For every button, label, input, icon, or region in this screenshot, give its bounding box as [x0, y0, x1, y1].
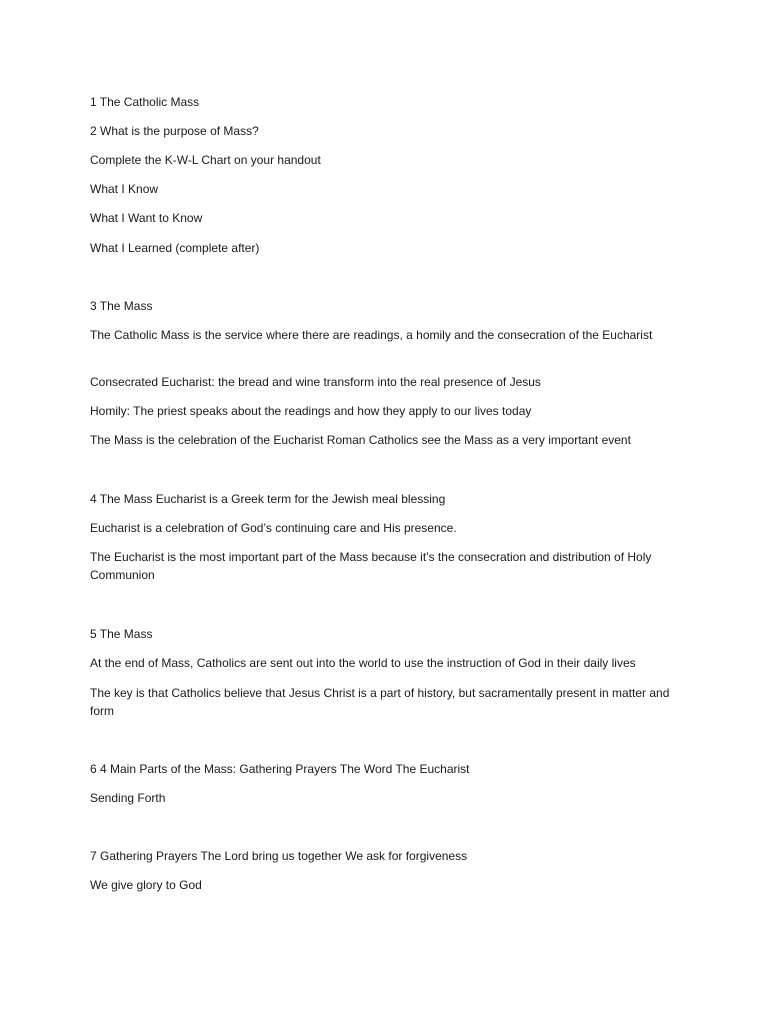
heading-7-gathering-prayers: 7 Gathering Prayers The Lord bring us together We ask for forgiveness	[90, 849, 468, 863]
mass-celebration-statement: The Mass is the celebration of the Eucharist Roman Catholics see the Mass as a very important event	[90, 433, 631, 447]
kwl-chart-instruction: Complete the K-W-L Chart on your handout	[90, 153, 321, 167]
glory-to-god: We give glory to God	[90, 878, 202, 892]
eucharist-importance: The Eucharist is the most important part of the Mass because it’s the consecration and distribution of Holy Communion	[90, 550, 652, 582]
consecrated-eucharist-definition: Consecrated Eucharist: the bread and wine transform into the real presence of Jesus	[90, 375, 541, 389]
heading-2-purpose-of-mass: 2 What is the purpose of Mass?	[90, 124, 259, 138]
heading-1-catholic-mass: 1 The Catholic Mass	[90, 95, 200, 109]
sending-forth: Sending Forth	[90, 791, 166, 805]
heading-4-eucharist-term: 4 The Mass Eucharist is a Greek term for the Jewish meal blessing	[90, 492, 446, 506]
eucharist-celebration: Eucharist is a celebration of God’s continuing care and His presence.	[90, 521, 457, 535]
kwl-what-i-learned: What I Learned (complete after)	[90, 241, 260, 255]
kwl-what-i-know: What I Know	[90, 182, 159, 196]
heading-3-the-mass: 3 The Mass	[90, 299, 153, 313]
end-of-mass-statement: At the end of Mass, Catholics are sent out into the world to use the instruction of God in their daily lives	[90, 656, 636, 670]
heading-6-main-parts: 6 4 Main Parts of the Mass: Gathering Prayers The Word The Eucharist	[90, 762, 470, 776]
homily-definition: Homily: The priest speaks about the readings and how they apply to our lives today	[90, 404, 532, 418]
mass-definition: The Catholic Mass is the service where there are readings, a homily and the consecration of the Eucharist	[90, 328, 653, 342]
kwl-what-i-want-to-know: What I Want to Know	[90, 211, 203, 225]
sacramental-presence-statement: The key is that Catholics believe that Jesus Christ is a part of history, but sacramentally present in matter and form	[90, 686, 670, 718]
heading-5-the-mass: 5 The Mass	[90, 627, 153, 641]
